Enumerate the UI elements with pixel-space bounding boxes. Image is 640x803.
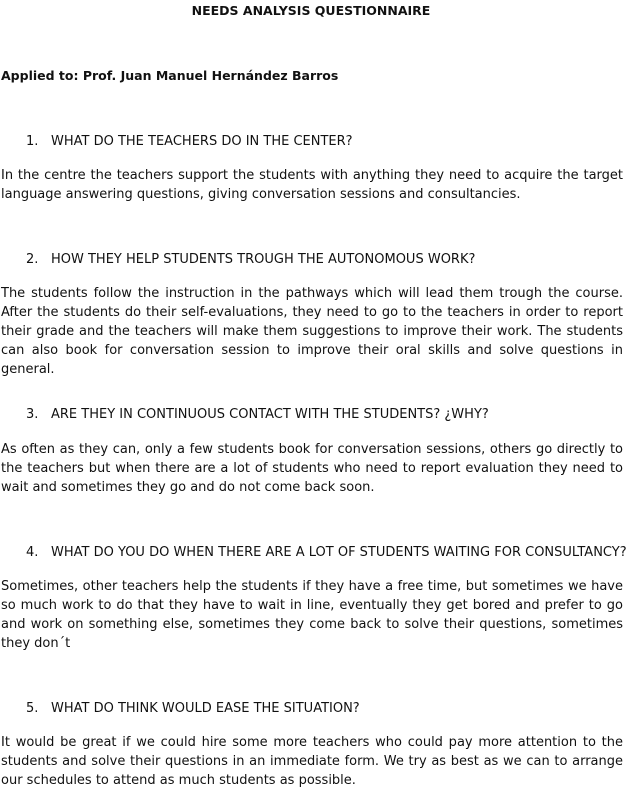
question-number: 2. bbox=[26, 252, 39, 267]
question-text: WHAT DO THINK WOULD EASE THE SITUATION? bbox=[51, 701, 360, 716]
question-4 bbox=[26, 545, 627, 560]
answer-1: In the centre the teachers support the students with anything they need to acquire the target language answering questions, giving conversation sessions and consultancies. bbox=[1, 168, 623, 202]
question-number: 4. bbox=[26, 545, 39, 560]
question-1 bbox=[26, 134, 353, 149]
question-3 bbox=[26, 407, 489, 422]
answer-5: It would be great if we could hire some more teachers who could pay more attention to the students and solve their questions in an immediate form. We try as best as we can to arrange our schedules to attend as much students as possible. bbox=[1, 735, 623, 788]
question-text: ARE THEY IN CONTINUOUS CONTACT WITH THE STUDENTS? ¿WHY? bbox=[51, 407, 489, 422]
document-title: NEEDS ANALYSIS QUESTIONNAIRE bbox=[191, 3, 431, 18]
question-text: HOW THEY HELP STUDENTS TROUGH THE AUTONOMOUS WORK? bbox=[51, 252, 476, 267]
applied-to-line: Applied to: Prof. Juan Manuel Hernández Barros bbox=[1, 68, 339, 83]
question-number: 1. bbox=[26, 134, 39, 149]
question-number: 3. bbox=[26, 407, 39, 422]
question-text: WHAT DO THE TEACHERS DO IN THE CENTER? bbox=[51, 134, 353, 149]
question-5 bbox=[26, 701, 360, 716]
answer-2: The students follow the instruction in the pathways which will lead them trough the course. After the students do their self-evaluations, they need to go to the teachers in order to report their grade and the teachers will make them suggestions to improve their work. The students can also book for conversation session to improve their oral skills and solve questions in general. bbox=[1, 286, 623, 377]
question-2 bbox=[26, 252, 475, 267]
question-text: WHAT DO YOU DO WHEN THERE ARE A LOT OF STUDENTS WAITING FOR CONSULTANCY? bbox=[51, 545, 627, 560]
answer-3: As often as they can, only a few students book for conversation sessions, others go directly to the teachers but when there are a lot of students who need to report evaluation they need to wait and sometimes they go and do not come back soon. bbox=[1, 442, 623, 495]
question-number: 5. bbox=[26, 701, 39, 716]
answer-4: Sometimes, other teachers help the students if they have a free time, but sometimes we have so much work to do that they have to wait in line, eventually they get bored and prefer to go and work on something else, sometimes they come back to solve their questions, sometimes they don´t bbox=[1, 579, 623, 651]
